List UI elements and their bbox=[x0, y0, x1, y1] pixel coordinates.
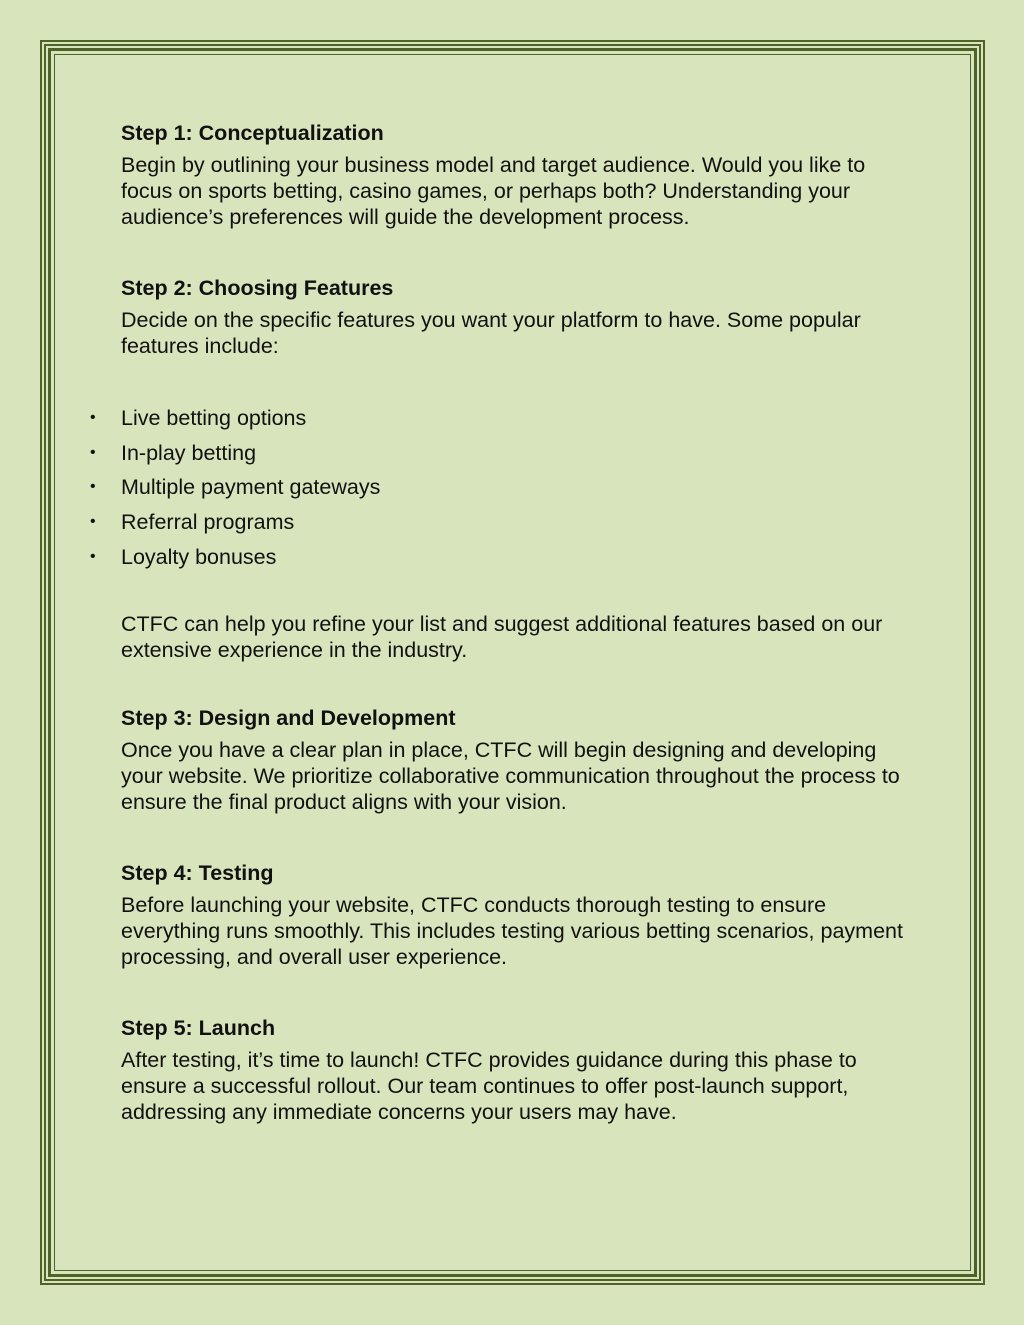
feature-label: Loyalty bonuses bbox=[121, 544, 277, 569]
list-item bbox=[90, 470, 921, 505]
step-1-heading: Step 1: Conceptualization bbox=[121, 121, 384, 145]
spacer bbox=[121, 575, 921, 611]
list-item bbox=[90, 436, 921, 471]
feature-label: Multiple payment gateways bbox=[121, 475, 381, 500]
step-1-body: Begin by outlining your business model and target audience. Would you like to focus on sports betting, casino games, or perhaps both? Understanding your audience’s preferences will guide the development process. bbox=[121, 153, 866, 229]
step-3-body: Once you have a clear plan in place, CTFC will begin designing and developing your website. We prioritize collaborative communication throughout the process to ensure the final product aligns with your vision. bbox=[121, 737, 900, 814]
features-list bbox=[90, 401, 921, 575]
document-content bbox=[90, 118, 921, 1125]
step-1-section bbox=[121, 118, 921, 230]
step-2-section bbox=[121, 273, 921, 359]
features-note: CTFC can help you refine your list and suggest additional features based on our extensive experience in the industry. bbox=[121, 611, 883, 662]
step-4-body: Before launching your website, CTFC conducts thorough testing to ensure everything runs smoothly. This includes testing various betting scenarios, payment processing, and overall user experience. bbox=[121, 892, 903, 969]
step-5-section bbox=[121, 1013, 921, 1125]
feature-label: Live betting options bbox=[121, 406, 307, 430]
spacer bbox=[121, 359, 921, 401]
spacer bbox=[121, 815, 921, 858]
feature-label: In-play betting bbox=[121, 440, 257, 465]
bullet-icon: • bbox=[90, 409, 96, 426]
step-5-heading: Step 5: Launch bbox=[121, 1015, 276, 1040]
feature-label: Referral programs bbox=[121, 510, 295, 535]
spacer bbox=[121, 663, 921, 703]
step-4-section bbox=[121, 858, 921, 970]
bullet-icon: • bbox=[90, 443, 96, 461]
step-5-body: After testing, it’s time to launch! CTFC provides guidance during this phase to ensure a successful rollout. Our team continues to offer post-launch support, addressing any immediate concerns your users may have. bbox=[121, 1047, 857, 1124]
list-item bbox=[90, 401, 921, 436]
step-2-heading: Step 2: Choosing Features bbox=[121, 276, 394, 300]
step-3-heading: Step 3: Design and Development bbox=[121, 705, 456, 730]
step-3-section bbox=[121, 703, 921, 815]
list-item bbox=[90, 505, 921, 540]
bullet-icon: • bbox=[90, 547, 96, 565]
spacer bbox=[121, 230, 921, 273]
bullet-icon: • bbox=[90, 513, 96, 531]
bullet-icon: • bbox=[90, 478, 96, 496]
step-2-body: Decide on the specific features you want your platform to have. Some popular features include: bbox=[121, 308, 861, 358]
list-item bbox=[90, 540, 921, 575]
spacer bbox=[121, 970, 921, 1013]
step-4-heading: Step 4: Testing bbox=[121, 860, 274, 885]
